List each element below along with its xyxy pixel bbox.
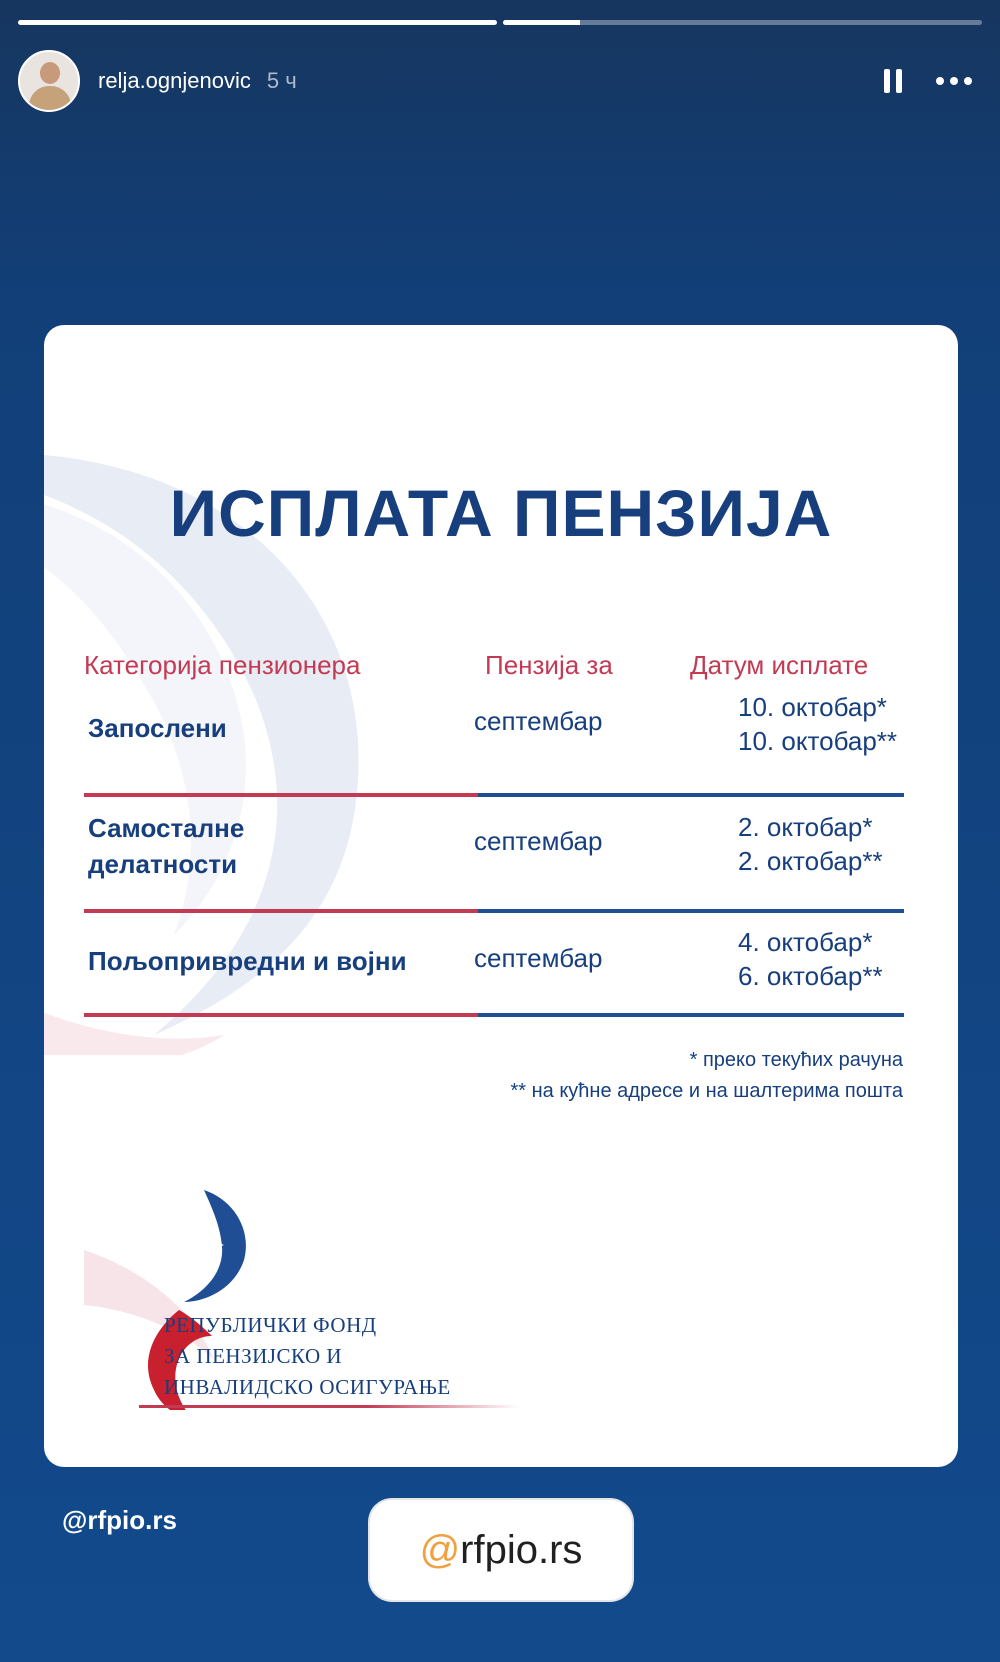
header-pension-for: Пензија за [485,650,613,680]
progress-fill-2 [503,20,580,25]
progress-fill-1 [18,20,497,25]
org-underline [139,1405,519,1408]
org-line-1: РЕПУБЛИЧКИ ФОНД [164,1313,377,1337]
category-cell: Запослени [88,713,227,743]
mention-sticker[interactable] [370,1500,632,1600]
at-icon: @ [419,1527,461,1572]
footnotes [510,1045,903,1107]
footnote-bank: * преко текућих рачуна [689,1049,903,1071]
date-bank: 4. октобар* [738,927,873,957]
progress-segment-2 [503,20,982,25]
date-post: 6. октобар** [738,961,883,991]
page-title: ИСПЛАТА ПЕНЗИЈА [169,476,833,550]
row-divider [84,793,904,797]
date-cell [738,925,883,993]
sticker-handle: rfpio.rs [460,1527,583,1572]
category-cell: Самосталне делатности [88,813,245,879]
date-post: 10. октобар** [738,726,898,756]
org-line-3: ИНВАЛИДСКО ОСИГУРАЊЕ [164,1375,451,1399]
organization-name [164,1310,451,1403]
pause-icon[interactable] [884,69,902,93]
header-category: Категорија пензионера [84,650,361,680]
date-cell [738,810,883,878]
mention-text[interactable]: @rfpio.rs [62,1505,177,1535]
month-cell: септембар [474,826,603,856]
row-divider [84,909,904,913]
category-cell: Пољопривредни и војни [88,946,407,976]
pension-infographic [44,325,958,1467]
post-time: 5 ч [266,68,297,93]
footnote-post: ** на кућне адресе и на шалтерима пошта [510,1080,903,1102]
row-divider [84,1013,904,1017]
org-line-2: ЗА ПЕНЗИЈСКО И [164,1344,343,1368]
story-header [18,48,982,114]
date-bank: 2. октобар* [738,812,873,842]
month-cell: септембар [474,943,603,973]
date-post: 2. октобар** [738,846,883,876]
month-cell: септембар [474,706,603,736]
progress-segment-1 [18,20,497,25]
avatar[interactable] [18,50,80,112]
username[interactable]: relja.ognjenovic [98,68,251,93]
date-cell [738,690,897,758]
more-options-icon[interactable] [936,77,972,85]
story-progress [18,20,982,26]
date-bank: 10. октобар* [738,692,887,722]
header-payment-date: Датум исплате [690,650,869,680]
